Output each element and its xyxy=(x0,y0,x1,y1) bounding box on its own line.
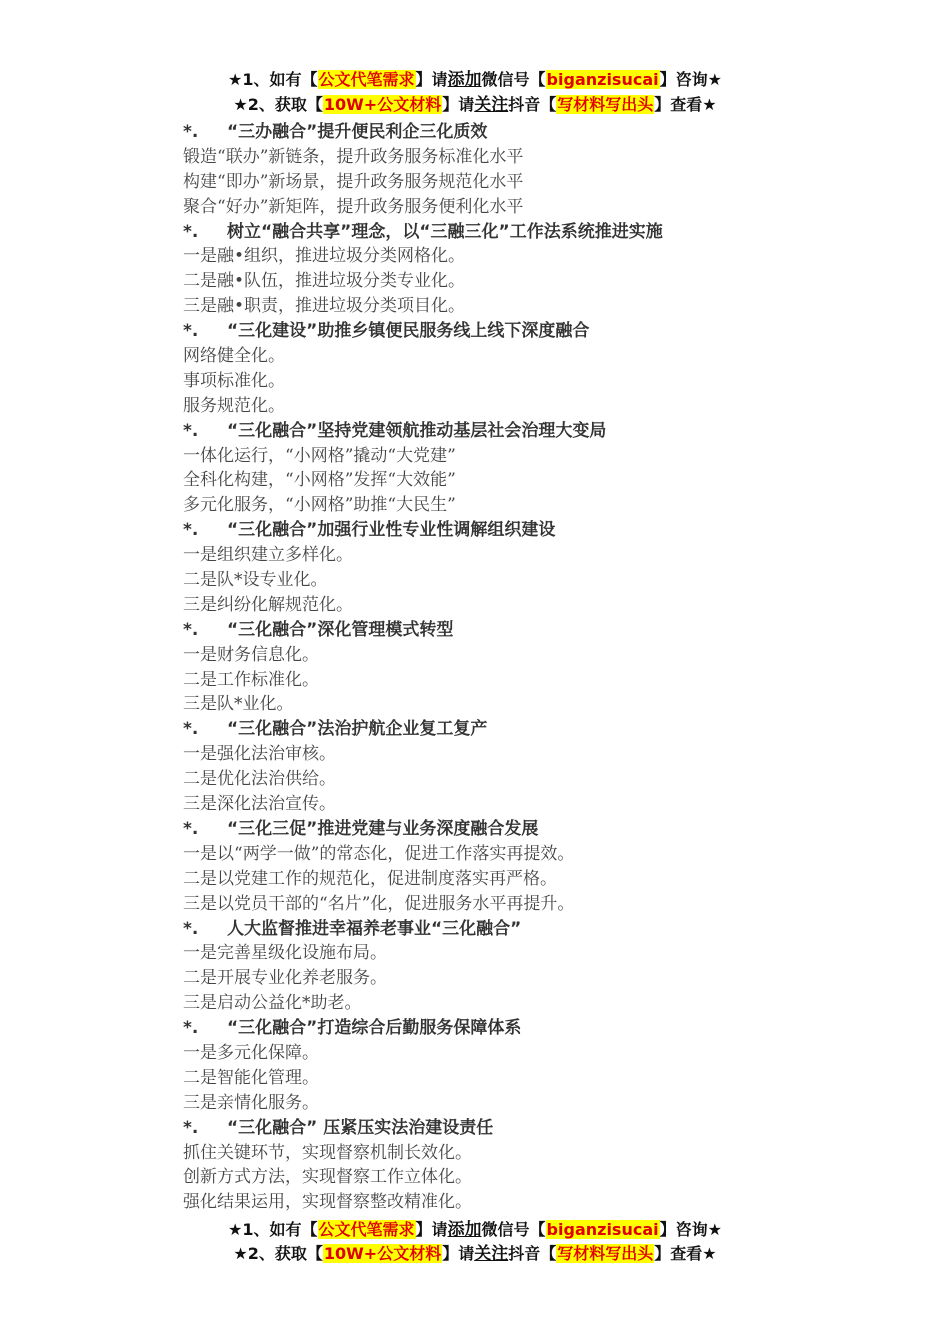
section-item: 二是工作标准化。 xyxy=(183,669,319,690)
section-item: 一是组织建立多样化。 xyxy=(183,545,353,566)
section-item: 聚合“好办”新矩阵，提升政务服务便利化水平 xyxy=(183,196,524,217)
section-item: 一体化运行，“小网格”撬动“大党建” xyxy=(183,445,456,466)
banner-text: 】咨询★ xyxy=(659,70,722,89)
promo-banner-bottom-1 xyxy=(0,1219,950,1241)
heading-marker: *. xyxy=(183,520,199,541)
section-item: 服务规范化。 xyxy=(183,395,285,416)
promo-banner-top-1 xyxy=(0,69,950,91)
section-item: 全科化构建，“小网格”发挥“大效能” xyxy=(183,470,456,491)
section-heading xyxy=(183,220,803,245)
section-heading xyxy=(183,1116,803,1141)
section-item: 事项标准化。 xyxy=(183,370,285,391)
banner-highlight: 公文代笔需求 xyxy=(318,70,415,89)
banner-text: 】请 xyxy=(415,1220,448,1239)
banner-underlined: 添加 xyxy=(447,1220,482,1240)
section-item: 二是以党建工作的规范化，促进制度落实再严格。 xyxy=(183,868,557,889)
section-item: 创新方式方法，实现督察工作立体化。 xyxy=(183,1167,472,1188)
section-item: 一是强化法治审核。 xyxy=(183,744,336,765)
banner-text: 】咨询★ xyxy=(659,1220,722,1239)
section-item: 三是融•职责，推进垃圾分类项目化。 xyxy=(183,296,466,317)
section-item: 一是融•组织，推进垃圾分类网格化。 xyxy=(183,246,466,267)
banner-underlined: 添加 xyxy=(447,70,482,90)
heading-title: 树立“融合共享”理念，以“三融三化”工作法系统推进实施 xyxy=(227,221,663,242)
section-heading xyxy=(183,817,803,842)
promo-banner-bottom-2 xyxy=(0,1243,950,1265)
banner-text: ★1、如有【 xyxy=(228,70,318,89)
section-heading xyxy=(183,1016,803,1041)
heading-title: “三化融合”深化管理模式转型 xyxy=(227,619,454,640)
heading-marker: *. xyxy=(183,122,199,142)
banner-underlined: 关注 xyxy=(474,95,509,115)
heading-marker: *. xyxy=(183,918,199,939)
section-item: 抓住关键环节，实现督察机制长效化。 xyxy=(183,1142,472,1163)
heading-title: “三化融合” 压紧压实法治建设责任 xyxy=(227,1117,494,1138)
section-heading xyxy=(183,120,803,145)
banner-highlight: 10W+公文材料 xyxy=(323,1244,442,1263)
section-heading xyxy=(183,618,803,643)
heading-marker: *. xyxy=(183,420,199,441)
heading-title: “三化融合”加强行业性专业性调解组织建设 xyxy=(227,520,556,541)
banner-text: 微信号【 xyxy=(481,70,546,89)
banner-text: 抖音【 xyxy=(508,95,557,114)
banner-highlight: biganzisucai xyxy=(546,1220,659,1239)
section-item: 构建“即办”新场景，提升政务服务规范化水平 xyxy=(183,171,524,192)
section-item: 一是多元化保障。 xyxy=(183,1042,319,1063)
section-heading xyxy=(183,717,803,742)
heading-marker: *. xyxy=(183,818,199,839)
document-body xyxy=(183,120,803,1215)
heading-marker: *. xyxy=(183,1117,199,1138)
section-item: 多元化服务，“小网格”助推“大民生” xyxy=(183,495,456,516)
banner-text: 】请 xyxy=(415,70,448,89)
heading-title: 人大监督推进幸福养老事业“三化融合” xyxy=(227,918,522,939)
section-heading xyxy=(183,917,803,942)
heading-marker: *. xyxy=(183,619,199,640)
heading-title: “三办融合”提升便民利企三化质效 xyxy=(227,122,488,142)
banner-highlight: biganzisucai xyxy=(546,70,659,89)
section-item: 一是以“两学一做”的常态化，促进工作落实再提效。 xyxy=(183,843,575,864)
heading-title: “三化融合”法治护航企业复工复产 xyxy=(227,719,488,740)
banner-text: 】查看★ xyxy=(654,1244,717,1263)
banner-text: ★1、如有【 xyxy=(228,1220,318,1239)
section-item: 三是纠纷化解规范化。 xyxy=(183,594,353,615)
banner-text: ★2、获取【 xyxy=(233,1244,323,1263)
banner-text: 】请 xyxy=(442,1244,475,1263)
heading-marker: *. xyxy=(183,221,199,242)
banner-text: 抖音【 xyxy=(508,1244,557,1263)
section-item: 一是财务信息化。 xyxy=(183,644,319,665)
banner-highlight: 写材料写出头 xyxy=(557,1244,654,1263)
section-item: 锻造“联办”新链条，提升政务服务标准化水平 xyxy=(183,146,524,167)
banner-highlight: 10W+公文材料 xyxy=(323,95,442,114)
heading-marker: *. xyxy=(183,321,199,342)
section-item: 一是完善星级化设施布局。 xyxy=(183,943,387,964)
banner-text: 】请 xyxy=(442,95,475,114)
banner-underlined: 关注 xyxy=(474,1244,509,1264)
section-item: 三是队*业化。 xyxy=(183,694,294,715)
section-item: 二是队*设专业化。 xyxy=(183,570,328,591)
section-item: 三是深化法治宣传。 xyxy=(183,794,336,815)
section-item: 三是以党员干部的“名片”化，促进服务水平再提升。 xyxy=(183,893,575,914)
banner-highlight: 公文代笔需求 xyxy=(318,1220,415,1239)
section-item: 三是启动公益化*助老。 xyxy=(183,993,362,1014)
heading-title: “三化三促”推进党建与业务深度融合发展 xyxy=(227,818,539,839)
heading-title: “三化建设”助推乡镇便民服务线上线下深度融合 xyxy=(227,321,590,342)
heading-title: “三化融合”坚持党建领航推动基层社会治理大变局 xyxy=(227,420,607,441)
section-heading xyxy=(183,319,803,344)
banner-highlight: 写材料写出头 xyxy=(557,95,654,114)
section-item: 二是开展专业化养老服务。 xyxy=(183,968,387,989)
banner-text: 】查看★ xyxy=(654,95,717,114)
promo-banner-top-2 xyxy=(0,94,950,116)
section-heading xyxy=(183,419,803,444)
section-item: 网络健全化。 xyxy=(183,346,285,367)
section-heading xyxy=(183,518,803,543)
section-item: 二是优化法治供给。 xyxy=(183,769,336,790)
heading-marker: *. xyxy=(183,719,199,740)
section-item: 三是亲情化服务。 xyxy=(183,1092,319,1113)
section-item: 强化结果运用，实现督察整改精准化。 xyxy=(183,1192,472,1213)
section-item: 二是智能化管理。 xyxy=(183,1067,319,1088)
banner-text: ★2、获取【 xyxy=(233,95,323,114)
section-item: 二是融•队伍，推进垃圾分类专业化。 xyxy=(183,271,466,292)
banner-text: 微信号【 xyxy=(481,1220,546,1239)
heading-title: “三化融合”打造综合后勤服务保障体系 xyxy=(227,1018,522,1039)
heading-marker: *. xyxy=(183,1018,199,1039)
